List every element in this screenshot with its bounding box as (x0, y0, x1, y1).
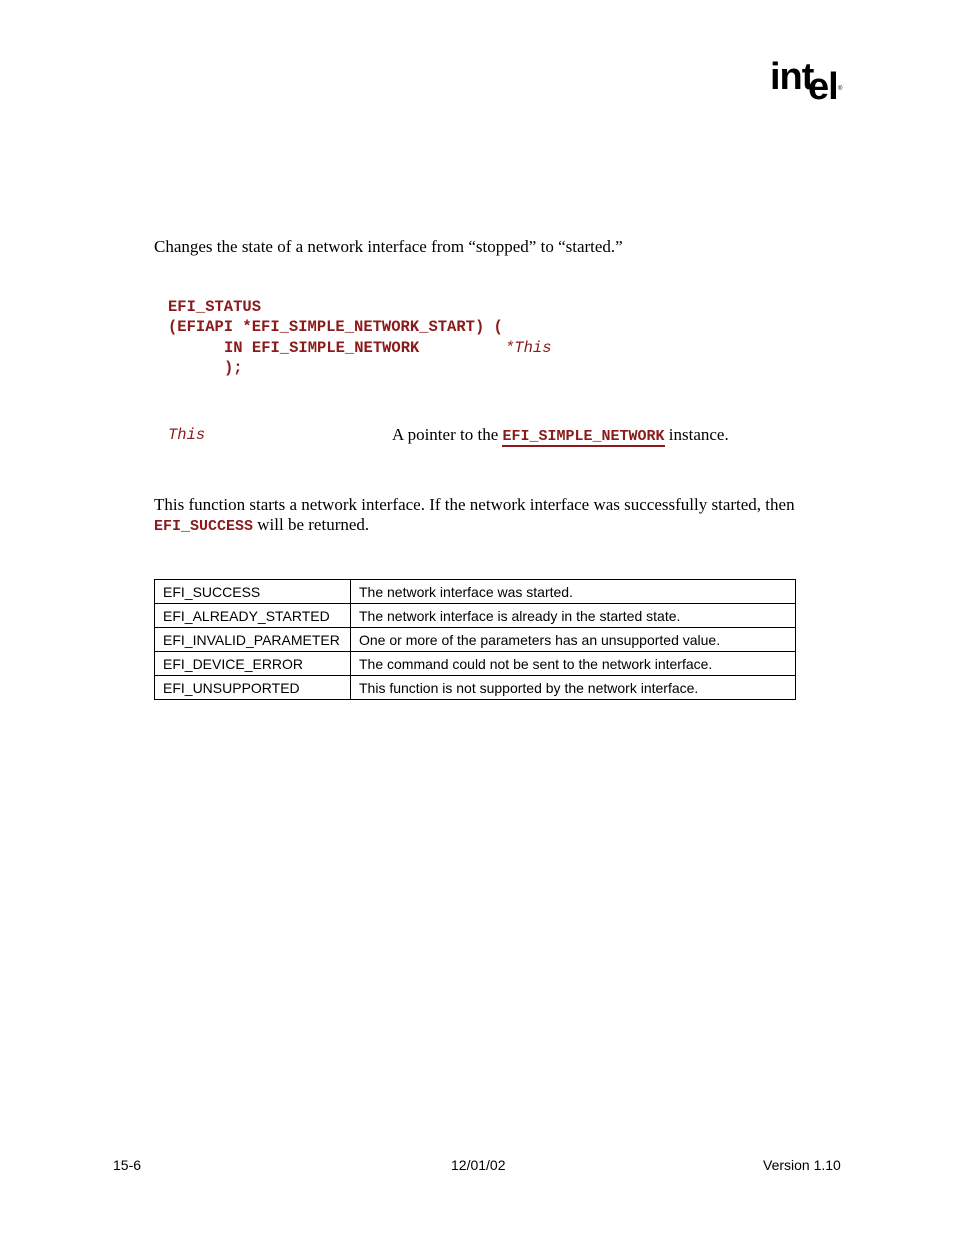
parameter-description: A pointer to the EFI_SIMPLE_NETWORK instance. (392, 425, 729, 445)
intel-logo: int el ® (770, 56, 843, 108)
description-line-1: This function starts a network interface. If the network interface was successfully started, then (154, 495, 795, 514)
description-line-2: EFI_SUCCESS will be returned. (154, 515, 370, 535)
status-code: EFI_ALREADY_STARTED (155, 604, 351, 628)
status-description: The network interface was started. (351, 580, 796, 604)
footer-date: 12/01/02 (451, 1157, 506, 1173)
status-code: EFI_INVALID_PARAMETER (155, 628, 351, 652)
table-row (155, 580, 796, 604)
status-codes-table (154, 579, 796, 700)
prototype-param-type: IN EFI_SIMPLE_NETWORK (224, 339, 420, 357)
status-code: EFI_SUCCESS (155, 580, 351, 604)
prototype-line-1: EFI_STATUS (168, 298, 262, 316)
prototype-param-name: *This (505, 339, 552, 357)
status-code: EFI_UNSUPPORTED (155, 676, 351, 700)
prototype-line-4: ); (224, 359, 243, 377)
table-row (155, 652, 796, 676)
parameter-name: This (168, 426, 206, 444)
table-row (155, 604, 796, 628)
status-description: The network interface is already in the started state. (351, 604, 796, 628)
footer-version: Version 1.10 (763, 1157, 841, 1173)
table-row (155, 628, 796, 652)
footer-page-number: 15-6 (113, 1157, 142, 1173)
efi-success-code: EFI_SUCCESS (154, 518, 254, 535)
efi-simple-network-link[interactable]: EFI_SIMPLE_NETWORK (502, 428, 665, 445)
status-code: EFI_DEVICE_ERROR (155, 652, 351, 676)
summary-text: Changes the state of a network interface from “stopped” to “started.” (154, 237, 623, 256)
prototype-line-2: (EFIAPI *EFI_SIMPLE_NETWORK_START) ( (168, 318, 503, 336)
status-description: This function is not supported by the network interface. (351, 676, 796, 700)
table-row (155, 676, 796, 700)
status-description: The command could not be sent to the network interface. (351, 652, 796, 676)
status-description: One or more of the parameters has an unsupported value. (351, 628, 796, 652)
